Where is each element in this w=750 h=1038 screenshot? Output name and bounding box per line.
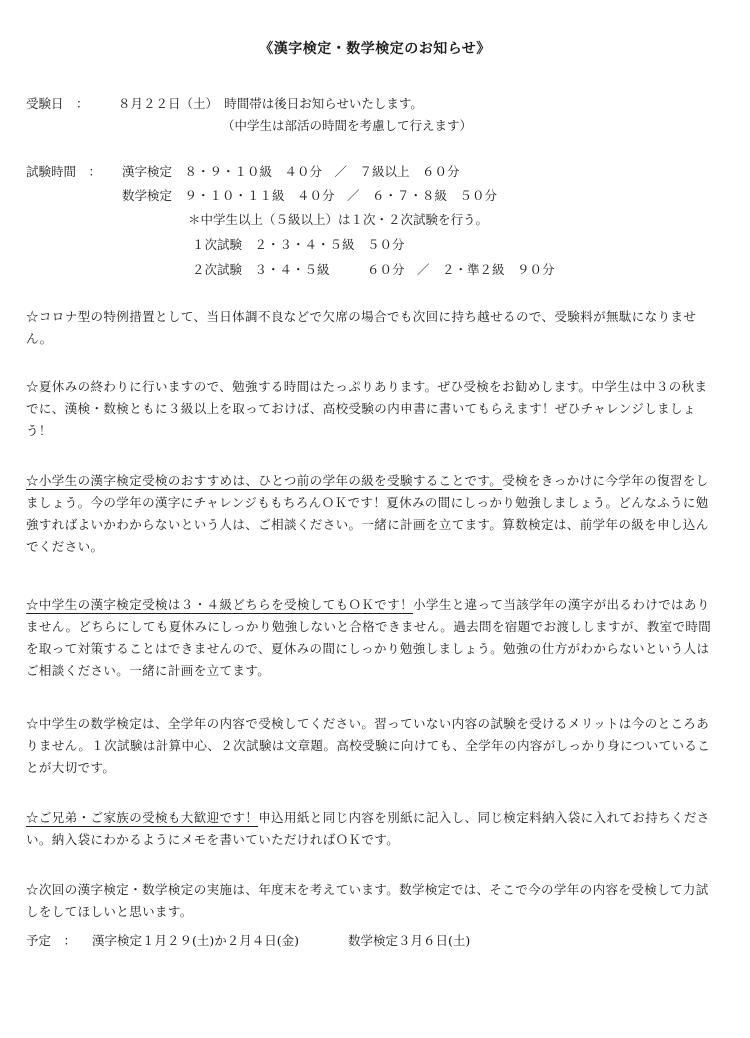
exam-date-label: 受験日 ： xyxy=(26,96,89,111)
paragraph-junior-kanji xyxy=(26,594,720,682)
junior-kanji-text: 小学生と違って当該学年の漢字が出るわけではありません。どちらにしても夏休みにしっかり勉強しないと合格できません。過去問を宿題でお渡ししますが、教室で時間を取って対策することはできませんので、夏休みの間にしっかり勉強しましょう。勉強の仕方がわからないという人はご相談ください。一緒に計画を立てます。 xyxy=(26,597,712,678)
paragraph-family xyxy=(26,807,720,851)
elementary-kanji-text: 受検をきっかけに今学年の復習をしましょう。今の学年の漢字にチャレンジももちろんＯＫです！夏休みの間にしっかり勉強しましょう。どんなふうに勉強すればよいかわからないという人は、ご相談ください。一緒に計画を立てます。算数検定は、前学年の級を申し込んでください。 xyxy=(26,473,709,554)
family-highlight: ☆ご兄弟・ご家族の受検も大歓迎です！ xyxy=(26,810,259,825)
elementary-kanji-highlight: ☆小学生の漢字検定受検のおすすめは、ひとつ前の学年の級を受験することです。 xyxy=(26,473,503,488)
exam-time-first: １次試験 ２・３・４・５級 ５０分 xyxy=(192,237,405,252)
paragraph-elementary-kanji xyxy=(26,470,720,558)
page-title: 《漢字検定・数学検定のお知らせ》 xyxy=(259,41,491,57)
schedule-label: 予定 ： xyxy=(26,933,77,948)
paragraph-summer: ☆夏休みの終わりに行いますので、勉強する時間はたっぷりあります。ぜひ受検をお勧めします。中学生は中３の秋までに、漢検・数検ともに３級以上を取っておけば、高校受験の内申書に書いてもらえます！ぜひチャレンジしましょう！ xyxy=(26,379,708,438)
exam-date-note: （中学生は部活の時間を考慮して行えます） xyxy=(222,118,473,133)
exam-time-kanji: 漢字検定 ８・９・１０級 ４０分 ／ ７級以上 ６０分 xyxy=(122,164,460,179)
family-text: 申込用紙と同じ内容を別紙に記入し、同じ検定料納入袋に入れてお持ちください。納入袋にわかるようにメモを書いていただければＯＫです。 xyxy=(26,810,710,847)
paragraph-junior-math: ☆中学生の数学検定は、全学年の内容で受検してください。習っていない内容の試験を受けるメリットは今のところありません。１次試験は計算中心、２次試験は文章題。高校受験に向けても、全学年の内容がしっかり身についていることが大切です。 xyxy=(26,716,711,775)
exam-date-text: ８月２２日（土） 時間帯は後日お知らせいたします。 xyxy=(118,96,423,111)
exam-time-second: ２次試験 ３・４・５級 ６０分 ／ ２・準２級 ９０分 xyxy=(192,262,555,277)
exam-time-math: 数学検定 ９・１０・１１級 ４０分 ／ ６・７・８級 ５０分 xyxy=(122,188,498,203)
schedule-math: 数学検定３月６日(土) xyxy=(348,933,471,948)
paragraph-covid: ☆コロナ型の特例措置として、当日体調不良などで欠席の場合でも次回に持ち越せるので、受験料が無駄になりません。 xyxy=(26,309,697,346)
paragraph-next: ☆次回の漢字検定・数学検定の実施は、年度末を考えています。数学検定では、そこで今の学年の内容を受検して力試しをしてほしいと思います。 xyxy=(26,882,709,919)
exam-time-math-note: ＊中学生以上（５級以上）は１次・２次試験を行う。 xyxy=(188,212,489,227)
schedule-kanji: 漢字検定１月２９(土)か２月４日(金) xyxy=(92,933,300,948)
exam-time-label: 試験時間 ： xyxy=(26,164,102,179)
junior-kanji-highlight: ☆中学生の漢字検定受検は３・４級どちらを受検してもＯＫです！ xyxy=(26,597,414,612)
